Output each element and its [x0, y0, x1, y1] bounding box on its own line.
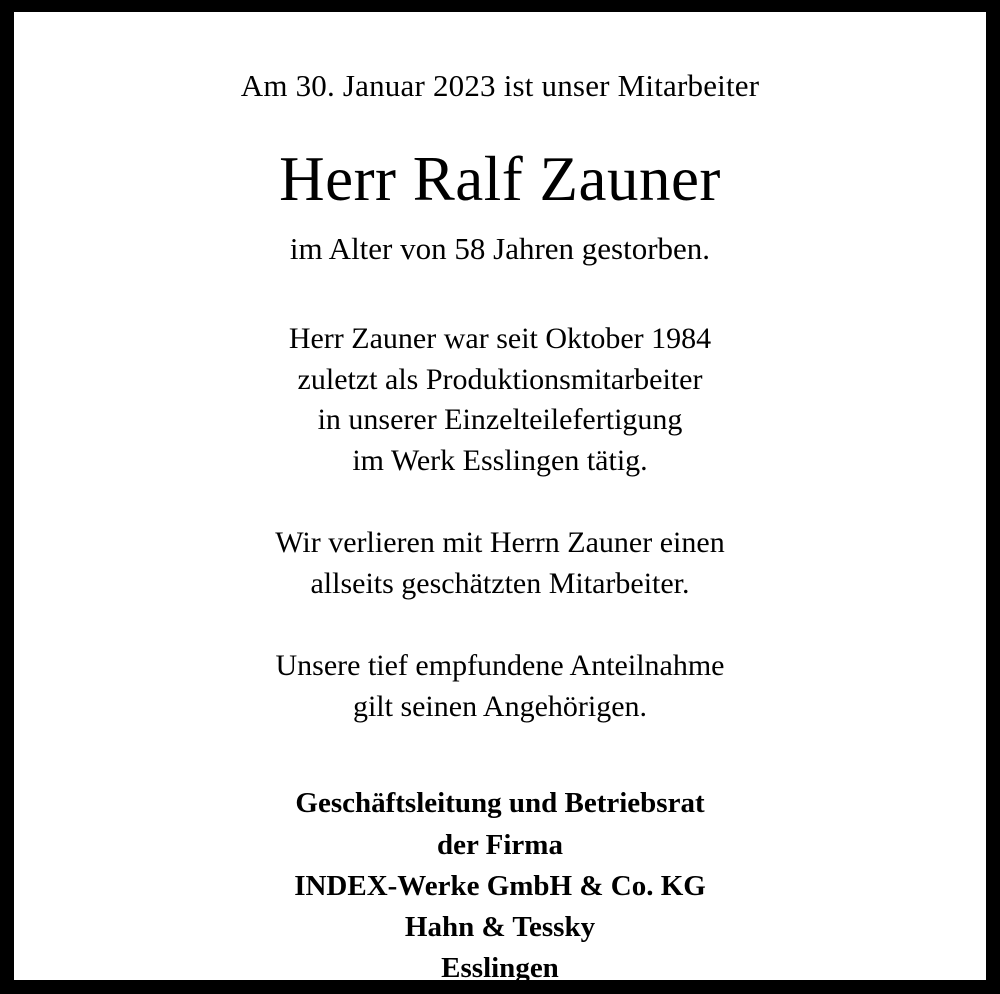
signature-line: Geschäftsleitung und Betriebsrat — [295, 787, 705, 820]
signature-line: INDEX-Werke GmbH & Co. KG — [294, 869, 706, 902]
signature-line: der Firma — [437, 828, 563, 861]
signature-block — [54, 783, 946, 989]
signature-line: Hahn & Tessky — [404, 910, 596, 943]
loss-line: allseits geschätzten Mitarbeiter. — [310, 566, 690, 600]
service-paragraph — [54, 319, 946, 481]
loss-paragraph — [54, 523, 946, 604]
service-line: zuletzt als Produktionsmitarbeiter — [297, 362, 703, 396]
obituary-notice — [14, 12, 986, 985]
sympathy-paragraph — [54, 646, 946, 727]
sympathy-line: Unsere tief empfundene Anteilnahme — [275, 649, 725, 683]
deceased-name: Herr Ralf Zauner — [279, 143, 721, 214]
service-line: in unserer Einzelteilefertigung — [317, 403, 683, 437]
sympathy-line: gilt seinen Angehörigen. — [352, 689, 648, 723]
signature-line: Esslingen — [441, 952, 559, 985]
intro-line: Am 30. Januar 2023 ist unser Mitarbeiter — [240, 68, 760, 103]
service-line: Herr Zauner war seit Oktober 1984 — [288, 322, 712, 356]
loss-line: Wir verlieren mit Herrn Zauner einen — [275, 526, 725, 560]
age-line: im Alter von 58 Jahren gestorben. — [289, 231, 711, 267]
service-line: im Werk Esslingen tätig. — [352, 443, 648, 477]
